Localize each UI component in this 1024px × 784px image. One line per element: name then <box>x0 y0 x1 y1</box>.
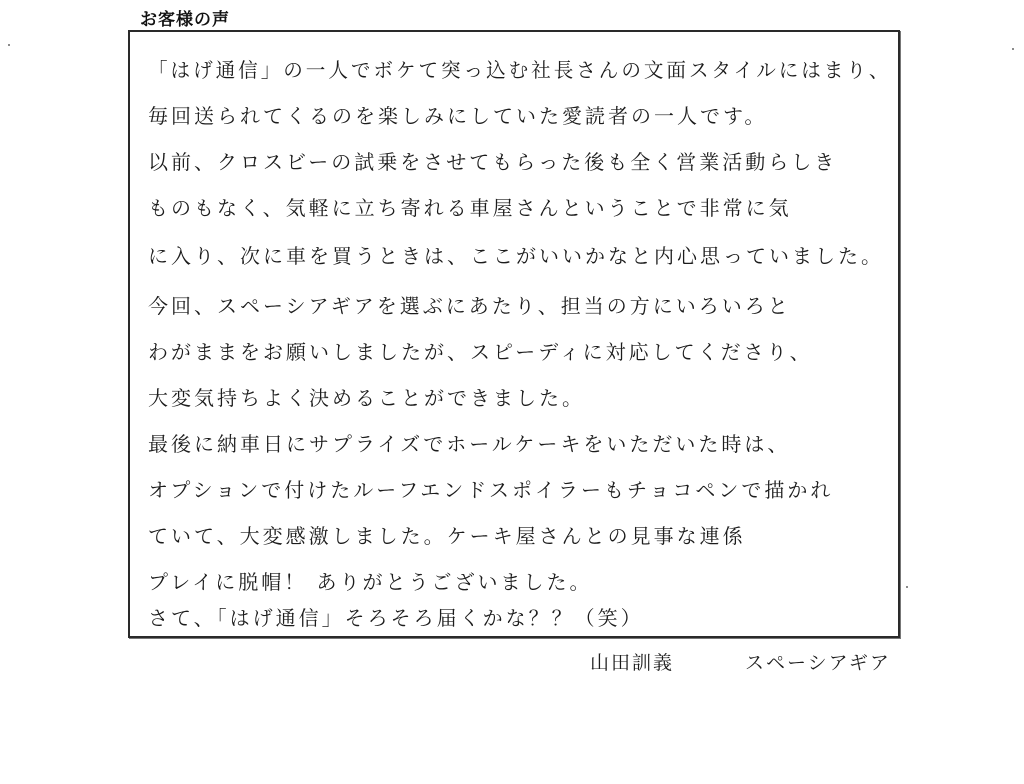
page-title: お客様の声 <box>140 10 230 30</box>
text-line: 今回、スペーシアギアを選ぶにあたり、担当の方にいろいろと <box>148 294 791 318</box>
text-line: 最後に納車日にサプライズでホールケーキをいただいた時は、 <box>148 432 791 456</box>
text-line: さて、「はげ通信」そろそろ届くかな？？（笑） <box>148 606 644 630</box>
text-line: わがままをお願いしましたが、スピーディに対応してくださり、 <box>148 340 813 364</box>
text-line: 毎回送られてくるのを楽しみにしていた愛読者の一人です。 <box>148 104 768 128</box>
text-line: 大変気持ちよく決めることができました。 <box>148 386 585 410</box>
text-line: ものもなく、気軽に立ち寄れる車屋さんということで非常に気 <box>148 196 792 220</box>
scan-speck <box>906 586 908 588</box>
testimonial-card <box>128 30 900 638</box>
text-line: オプションで付けたルーフエンドスポイラーもチョコペンで描かれ <box>148 478 834 502</box>
text-line: 「はげ通信」の一人でボケて突っ込む社長さんの文面スタイルにはまり、 <box>148 58 892 82</box>
text-line: 以前、クロスビーの試乗をさせてもらった後も全く営業活動らしき <box>148 150 838 174</box>
text-line: に入り、次に車を買うときは、ここがいいかなと内心思っていました。 <box>148 244 884 268</box>
scan-speck <box>8 44 10 46</box>
signature-car-model: スペーシアギア <box>745 652 891 674</box>
text-line: プレイに脱帽！ ありがとうございました。 <box>148 570 593 594</box>
text-line: ていて、大変感激しました。ケーキ屋さんとの見事な連係 <box>148 524 746 548</box>
scan-speck <box>1012 48 1014 50</box>
signature-name: 山田訓義 <box>590 652 675 674</box>
